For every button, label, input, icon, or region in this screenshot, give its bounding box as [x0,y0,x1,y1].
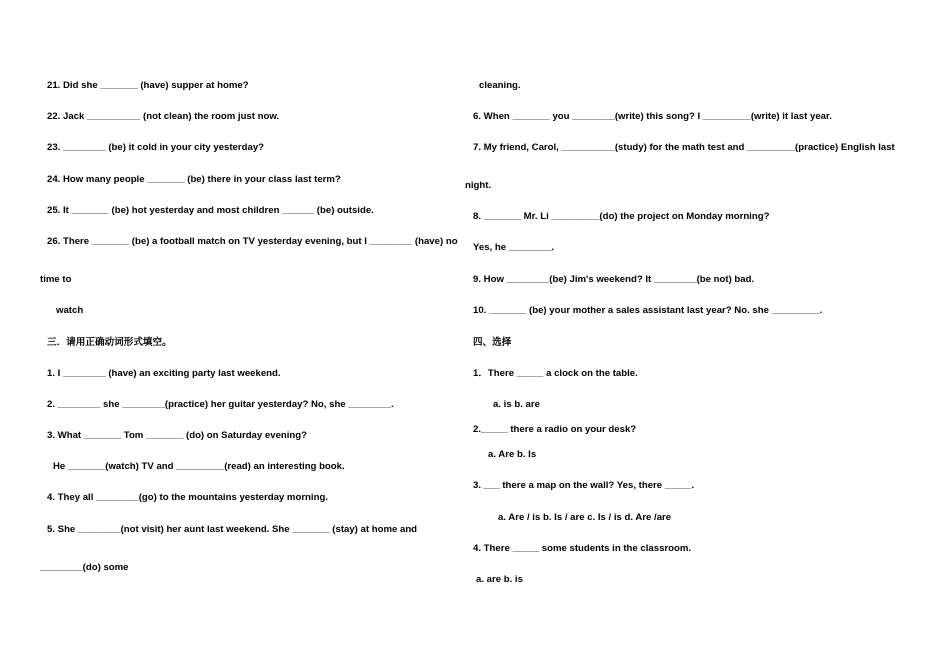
section-4-heading: 四、选择 [473,337,512,348]
section-3-question-1: 1. I ________ (have) an exciting party last weekend. [47,368,281,379]
section-3-question-6: 6. When _______ you ________(write) this song? I _________(write) it last year. [473,111,832,122]
section-4-question-4: 4. There _____ some students in the classroom. [473,543,692,554]
question-26-continuation: watch [56,305,84,316]
question-24: 24. How many people _______ (be) there in your class last term? [47,174,341,185]
section-4-question-1: 1．There _____ a clock on the table. [473,368,638,379]
section-4-question-3: 3. ___ there a map on the wall? Yes, there _____. [473,480,695,491]
section-3-question-3: 3. What _______ Tom _______ (do) on Saturday evening? [47,430,308,441]
section-4-question-2-options: a. Are b. Is [488,449,537,460]
section-3-question-8: 8. _______ Mr. Li _________(do) the project on Monday morning? [473,211,770,222]
section-3-question-7: 7. My friend, Carol, __________(study) for the math test and _________(practice) English last [473,142,895,153]
section-3-question-5-continuation: ________(do) some [40,562,129,573]
section-3-question-8-continuation: Yes, he ________. [473,242,555,253]
question-25: 25. It _______ (be) hot yesterday and most children ______ (be) outside. [47,205,374,216]
section-3-question-2: 2. ________ she ________(practice) her guitar yesterday? No, she ________. [47,399,394,410]
question-26: 26. There _______ (be) a football match on TV yesterday evening, but I ________ (have) no [47,236,458,247]
section-3-heading: 三．请用正确动词形式填空。 [47,337,172,348]
question-22: 22. Jack __________ (not clean) the room just now. [47,111,280,122]
section-4-question-4-options: a. are b. is [476,574,523,585]
section-3-question-9: 9. How ________(be) Jim's weekend? It ________(be not) bad. [473,274,755,285]
section-4-question-3-options: a. Are / is b. Is / are c. Is / is d. Are /are [498,512,672,523]
section-3-question-10: 10. _______ (be) your mother a sales assistant last year? No. she _________. [473,305,823,316]
question-21: 21. Did she _______ (have) supper at home? [47,80,249,91]
section-3-question-4: 4. They all ________(go) to the mountains yesterday morning. [47,492,328,503]
section-4-question-1-options: a. is b. are [493,399,540,410]
section-4-question-2: 2._____ there a radio on your desk? [473,424,637,435]
section-3-question-5: 5. She ________(not visit) her aunt last weekend. She _______ (stay) at home and [47,524,418,535]
section-3-question-5-end: cleaning. [479,80,521,91]
section-3-question-3-continuation: He _______(watch) TV and _________(read) an interesting book. [53,461,345,472]
question-23: 23. ________ (be) it cold in your city yesterday? [47,142,265,153]
section-3-question-7-continuation: night. [465,180,492,191]
question-26-continuation: time to [40,274,72,285]
